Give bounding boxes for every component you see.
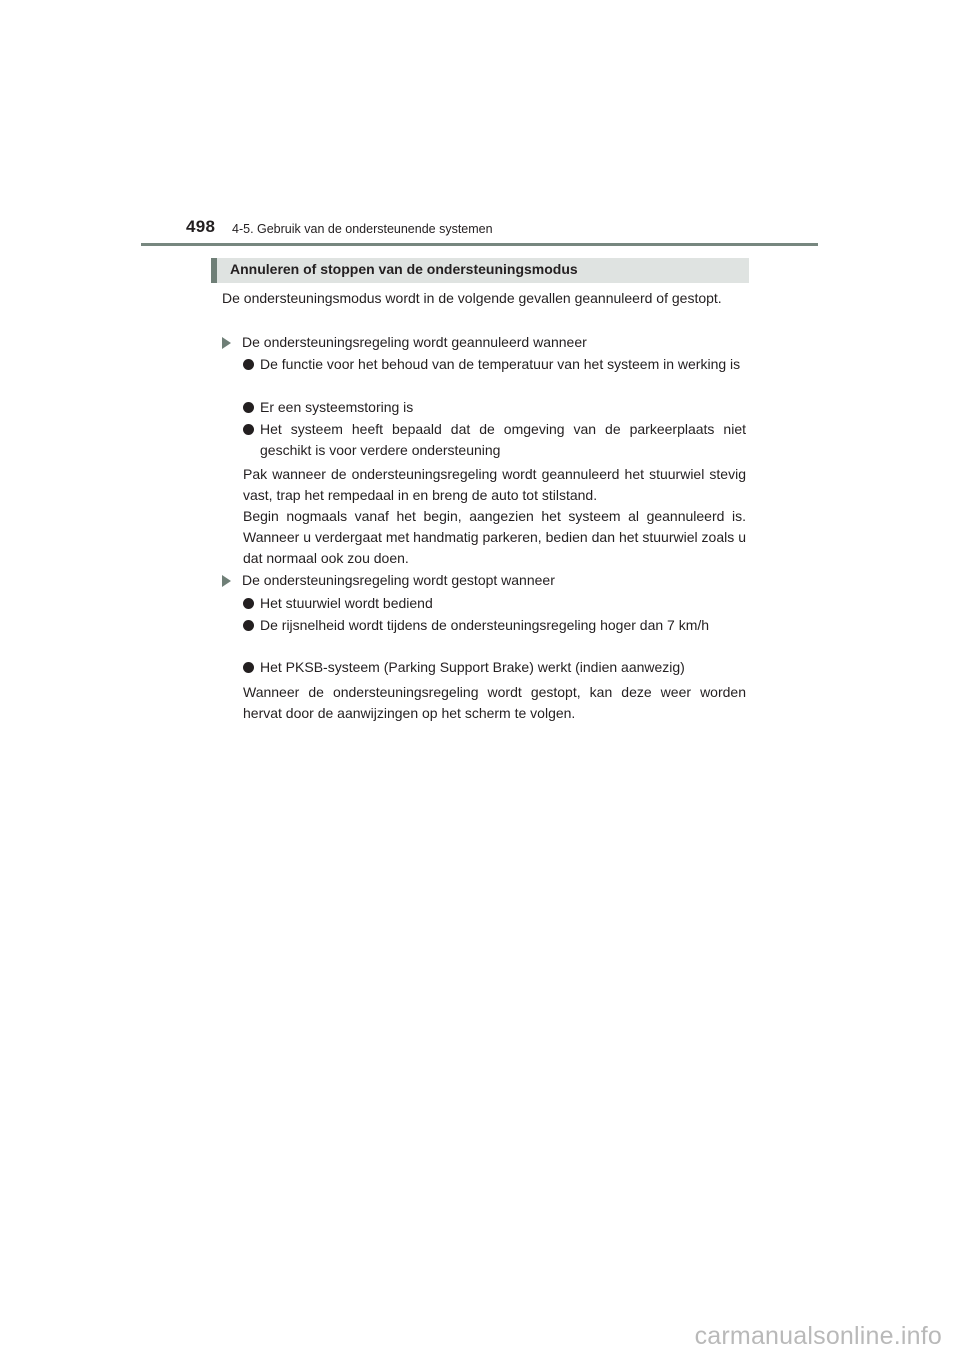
cancel-group-label: De ondersteuningsregeling wordt geannuleerd wanneer bbox=[242, 334, 587, 350]
list-item-text: Het PKSB-systeem (Parking Support Brake) werkt (indien aanwezig) bbox=[260, 659, 685, 675]
list-item bbox=[243, 615, 746, 636]
intro-paragraph: De ondersteuningsmodus wordt in de volgende gevallen geannuleerd of gestopt. bbox=[222, 290, 722, 306]
list-item bbox=[243, 397, 746, 418]
cancel-note-stop-vehicle: Pak wanneer de ondersteuningsregeling wordt geannuleerd het stuurwiel stevig vast, trap het rempedaal in en breng de auto tot stilstand. bbox=[243, 466, 746, 503]
page-number: 498 bbox=[186, 217, 216, 236]
section-title: Annuleren of stoppen van de ondersteuningsmodus bbox=[230, 261, 578, 277]
bullet-icon bbox=[243, 620, 254, 631]
header-divider bbox=[141, 243, 818, 246]
list-item-text: Er een systeemstoring is bbox=[260, 399, 414, 415]
list-item-text: Het stuurwiel wordt bediend bbox=[260, 595, 433, 611]
bullet-icon bbox=[243, 424, 254, 435]
bullet-icon bbox=[243, 662, 254, 673]
list-item bbox=[243, 419, 746, 461]
arrow-right-icon bbox=[222, 575, 231, 587]
list-item-text: Het systeem heeft bepaald dat de omgeving van de parkeerplaats niet geschikt is voor verdere ondersteuning bbox=[260, 421, 746, 458]
stop-group-label: De ondersteuningsregeling wordt gestopt wanneer bbox=[242, 572, 555, 588]
stop-note-resume: Wanneer de ondersteuningsregeling wordt gestopt, kan deze weer worden hervat door de aanwijzingen op het scherm te volgen. bbox=[243, 684, 746, 721]
bullet-icon bbox=[243, 598, 254, 609]
bullet-icon bbox=[243, 359, 254, 370]
arrow-right-icon bbox=[222, 337, 231, 349]
list-item-text: De functie voor het behoud van de temperatuur van het systeem in werking is bbox=[260, 356, 741, 372]
watermark: carmanualsonline.info bbox=[694, 1322, 942, 1350]
cancel-note-restart: Begin nogmaals vanaf het begin, aangezien het systeem al geannuleerd is. Wanneer u verdergaat met handmatig parkeren, bedien dan het stuurwiel zoals u dat normaal ook zou doen. bbox=[243, 508, 746, 566]
section-heading-bar bbox=[211, 258, 749, 283]
list-item bbox=[243, 593, 746, 614]
chapter-title: 4-5. Gebruik van de ondersteunende systemen bbox=[232, 222, 493, 236]
list-item bbox=[243, 657, 746, 678]
bullet-icon bbox=[243, 402, 254, 413]
list-item bbox=[243, 354, 746, 375]
list-item-text: De rijsnelheid wordt tijdens de ondersteuningsregeling hoger dan 7 km/h bbox=[260, 617, 710, 633]
